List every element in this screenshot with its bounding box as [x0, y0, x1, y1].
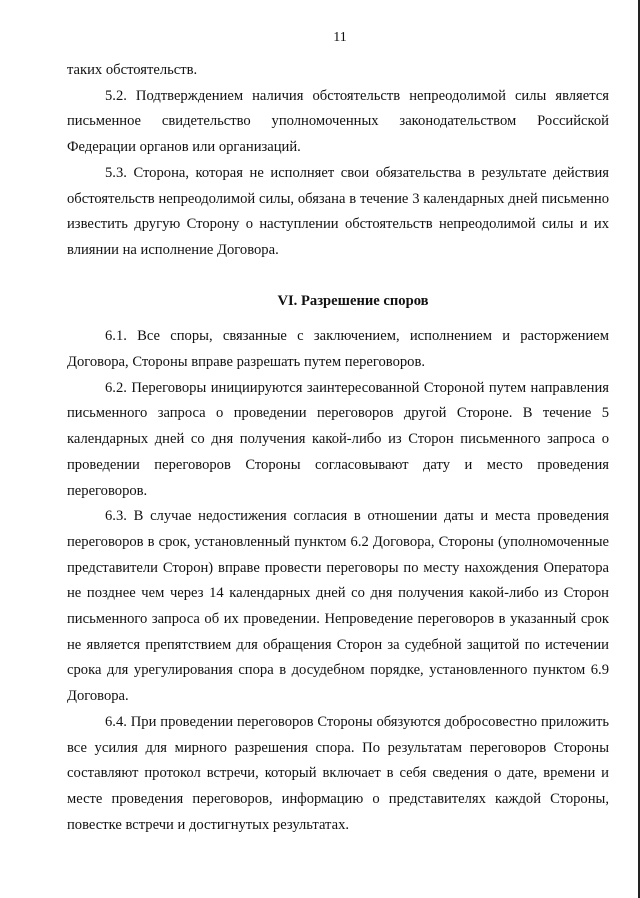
section-heading: VI. Разрешение споров	[277, 292, 429, 309]
paragraph-5-3: 5.3. Сторона, которая не исполняет свои обязательства в результате действия обстоятельств непреодолимой силы, обязана в течение 3 календарных дней письменно известить другую Сторону о наступлении обстоятельств непреодолимой силы и их влиянии на исполнение Договора.	[67, 164, 609, 258]
paragraph-6-1: 6.1. Все споры, связанные с заключением, исполнением и расторжением Договора, Стороны вправе разрешать путем переговоров.	[67, 328, 609, 371]
page-number: 11	[333, 30, 347, 45]
paragraph-6-2: 6.2. Переговоры инициируются заинтересованной Стороной путем направления письменного запроса о проведении переговоров другой Стороне. В течение 5 календарных дней со дня получения какой-либо из Сторон письменного запроса о проведении переговоров Стороны согласовывают дату и место проведения переговоров.	[67, 379, 609, 499]
paragraph-6-4: 6.4. При проведении переговоров Стороны обязуются добросовестно приложить все усилия для мирного разрешения спора. По результатам переговоров Стороны составляют протокол встречи, который включает в себя сведения о дате, времени и месте проведения переговоров, информацию о представителях каждой Стороны, повестке встречи и достигнутых результатах.	[67, 713, 609, 833]
paragraph-5-2: 5.2. Подтверждением наличия обстоятельств непреодолимой силы является письменное свидетельство уполномоченных законодательством Российской Федерации органов или организаций.	[67, 87, 609, 156]
paragraph-continuation: таких обстоятельств.	[67, 62, 198, 78]
paragraph-6-3: 6.3. В случае недостижения согласия в отношении даты и места проведения переговоров в срок, установленный пунктом 6.2 Договора, Стороны (уполномоченные представители Сторон) вправе провести переговоры по месту нахождения Оператора не позднее чем через 14 календарных дней со дня получения какой-либо из Сторон письменного запроса об их проведении. Непроведение переговоров в указанный срок не является препятствием для обращения Сторон за судебной защитой по истечении срока для урегулирования спора в досудебном порядке, установленного пунктом 6.9 Договора.	[67, 508, 609, 705]
document-body	[67, 58, 609, 838]
